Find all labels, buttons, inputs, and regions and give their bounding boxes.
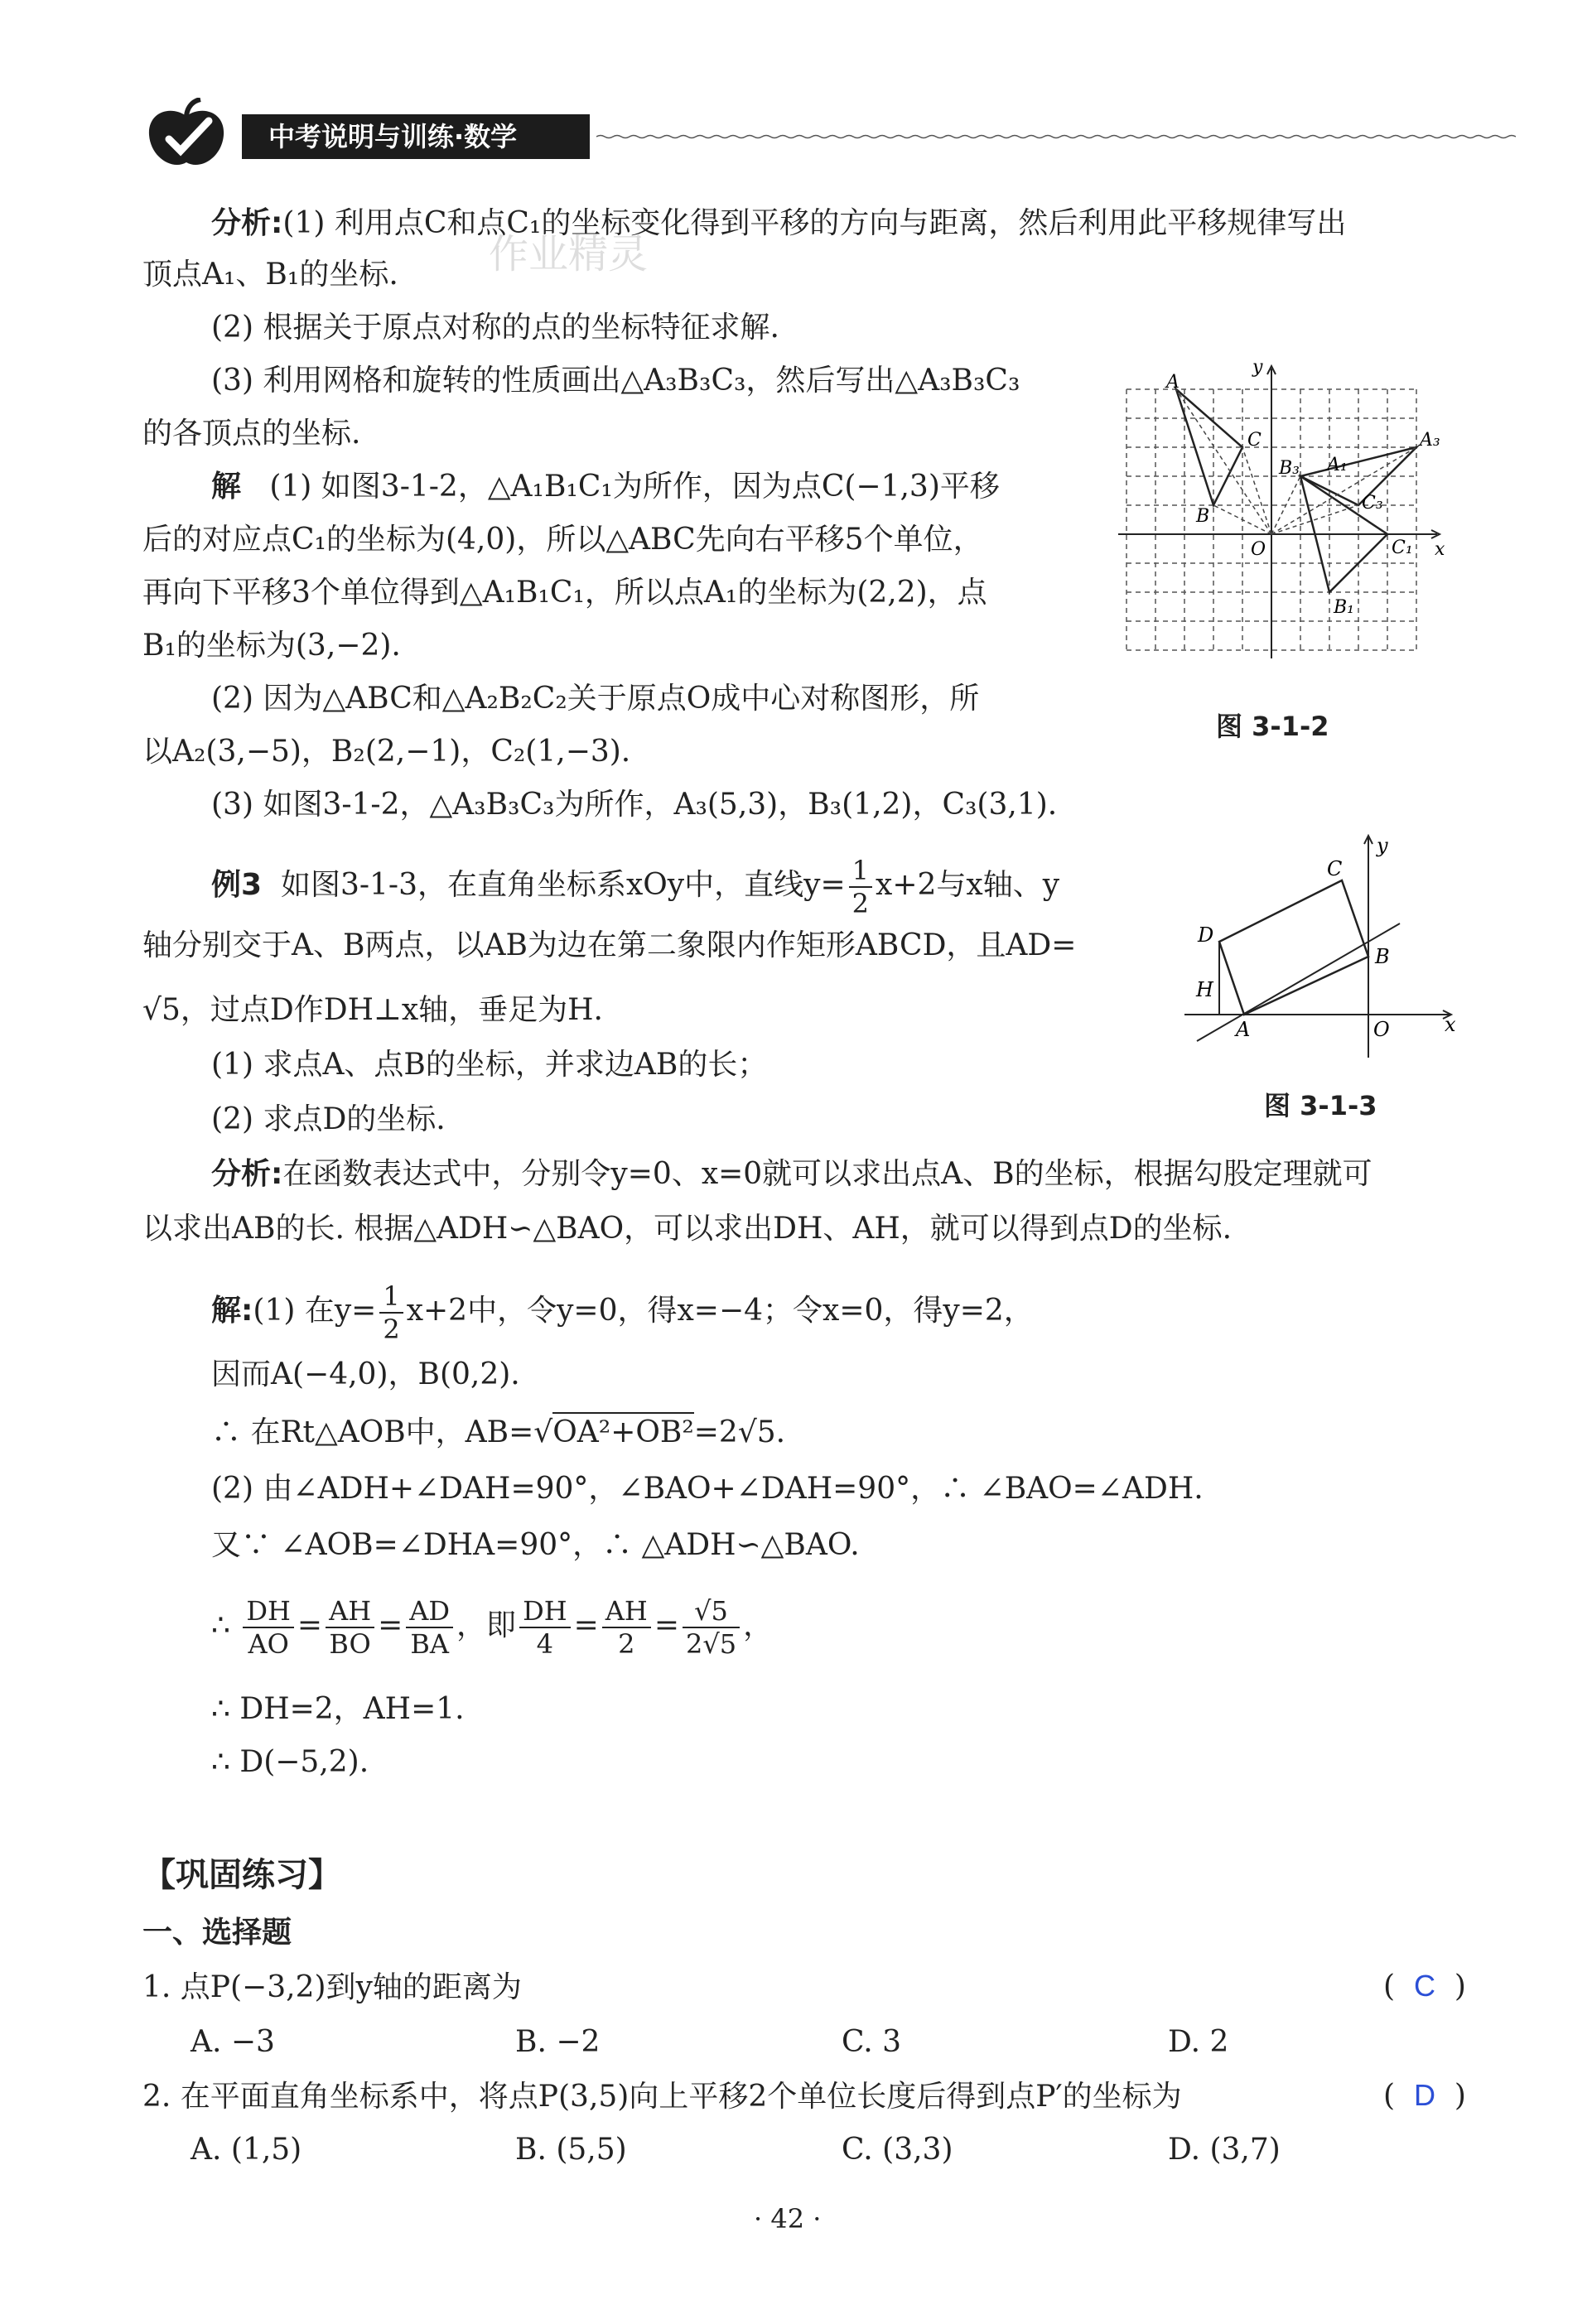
example3-q2: (2) 求点D的坐标. — [211, 1102, 446, 1136]
figure2-caption: 图 3-1-3 — [1264, 1090, 1377, 1121]
question2-answer-box: ( D ) — [1383, 2078, 1466, 2113]
label-C3: C₃ — [1362, 493, 1383, 513]
practice-title: 【巩固练习】 — [142, 1856, 341, 1894]
header-rule — [596, 134, 1516, 139]
solution1-label: 解 — [211, 470, 242, 504]
label-y: y — [1252, 357, 1263, 378]
q2-option-c: C. (3,3) — [842, 2133, 953, 2167]
solution2-fraction: $\frac{1}{2}$ — [379, 1280, 403, 1345]
q2-option-d: D. (3,7) — [1168, 2133, 1281, 2167]
example3-line1 — [211, 855, 1059, 919]
solution2-line8: ∴ D(−5,2). — [211, 1745, 369, 1779]
frac-ad-ba: $\frac{AD}{BA}$ — [406, 1595, 453, 1660]
analysis2-label: 分析: — [211, 1157, 283, 1191]
figure-3-1-2 — [1110, 356, 1458, 679]
solution2-line5: 又∵ ∠AOB=∠DHA=90°，∴ △ADH∽△BAO. — [211, 1528, 860, 1562]
analysis2-text1: 在函数表达式中，分别令y=0、x=0就可以求出点A、B的坐标，根据勾股定理就可 — [282, 1157, 1372, 1191]
example3-q1: (1) 求点A、点B的坐标，并求边AB的长； — [211, 1048, 768, 1082]
analysis1-text1: (1) 利用点C和点C₁的坐标变化得到平移的方向与距离，然后利用此平移规律写出 — [282, 206, 1347, 240]
label-D: D — [1198, 923, 1214, 947]
apple-logo-icon — [141, 98, 232, 172]
label-C1: C₁ — [1392, 538, 1413, 558]
q2-option-a: A. (1,5) — [191, 2133, 302, 2167]
label-x: x — [1445, 1013, 1456, 1036]
solution2-line6: ∴ $\frac{DH}{AO}$ = $\frac{AH}{BO}$ = $\frac{AD}{BA}$ ，即 $\frac{DH}{4}$ = $\frac{AH}{2}$ = $\frac{√5}{2√5}$ ， — [211, 1595, 774, 1660]
example3-text1b: x+2与x轴、y — [876, 868, 1060, 902]
triangles — [1176, 389, 1416, 592]
solution2-line3: ∴ 在Rt△AOB中，AB=√OA²+OB²=2√5. — [211, 1413, 785, 1453]
frac-dh-4: $\frac{DH}{4}$ — [519, 1595, 571, 1660]
example3-line3: √5，过点D作DH⊥x轴，垂足为H. — [142, 993, 603, 1027]
figure-3-1-3 — [1184, 832, 1466, 1064]
solution1-line2: 后的对应点C₁的坐标为(4,0)，所以△ABC先向右平移5个单位， — [142, 523, 983, 557]
label-B: B — [1196, 506, 1210, 527]
q1-option-c: C. 3 — [842, 2025, 902, 2059]
example3-fraction: $\frac{1}{2}$ — [849, 855, 872, 919]
q1-option-a: A. −3 — [191, 2025, 275, 2059]
frac-ah-bo: $\frac{AH}{BO}$ — [326, 1595, 374, 1660]
label-x: x — [1435, 539, 1445, 560]
solution1-text1: (1) 如图3-1-2，△A₁B₁C₁为所作，因为点C(−1,3)平移 — [269, 470, 1000, 504]
label-C: C — [1247, 430, 1262, 451]
line-y-half-x-plus-2 — [1197, 923, 1400, 1041]
page-number: · 42 · — [754, 2203, 822, 2235]
solution2-line1 — [211, 1280, 1034, 1345]
analysis1-line3: (2) 根据关于原点对称的点的坐标特征求解. — [211, 311, 779, 345]
analysis1-label: 分析: — [211, 206, 283, 240]
label-C: C — [1327, 857, 1343, 880]
solution1-line3: 再向下平移3个单位得到△A₁B₁C₁，所以点A₁的坐标为(2,2)，点 — [142, 576, 987, 610]
analysis2-line1 — [211, 1155, 1372, 1194]
analysis2-line2: 以求出AB的长. 根据△ADH∽△BAO，可以求出DH、AH，就可以得到点D的坐标. — [142, 1212, 1233, 1246]
label-O: O — [1251, 539, 1266, 560]
sqrt-expression: OA²+OB² — [552, 1412, 694, 1449]
frac-ah-2: $\frac{AH}{2}$ — [602, 1595, 651, 1660]
question1-answer: C — [1413, 1969, 1435, 2003]
q1-option-b: B. −2 — [515, 2025, 601, 2059]
label-A3: A₃ — [1420, 430, 1440, 451]
label-O: O — [1373, 1018, 1390, 1041]
solution2-text1a: (1) 在y= — [253, 1294, 377, 1328]
solution2-label: 解: — [211, 1294, 253, 1328]
analysis1-line5: 的各顶点的坐标. — [142, 417, 361, 451]
label-A: A — [1166, 372, 1180, 393]
example3-text1a: 如图3-1-3，在直角坐标系xOy中，直线y= — [280, 868, 846, 902]
label-B1: B₁ — [1334, 597, 1354, 618]
solution2-line4: (2) 由∠ADH+∠DAH=90°，∠BAO+∠DAH=90°，∴ ∠BAO=∠ADH. — [211, 1472, 1204, 1506]
label-B3: B₃ — [1279, 458, 1300, 479]
solution1-line5: (2) 因为△ABC和△A₂B₂C₂关于原点O成中心对称图形，所 — [211, 682, 980, 716]
example3-line2: 轴分别交于A、B两点，以AB为边在第二象限内作矩形ABCD，且AD= — [142, 928, 1077, 962]
question2-answer: D — [1413, 2078, 1435, 2112]
example3-label: 例3 — [211, 868, 263, 902]
solution2-text1b: x+2中，令y=0，得x=−4；令x=0，得y=2， — [406, 1294, 1034, 1328]
frac-dh-ao: $\frac{DH}{AO}$ — [243, 1595, 294, 1660]
solution1-line4: B₁的坐标为(3,−2). — [142, 629, 401, 663]
practice-section: 一、选择题 — [142, 1916, 292, 1950]
label-H: H — [1196, 978, 1213, 1001]
label-A1: A₁ — [1327, 455, 1348, 475]
solution1-line1 — [211, 467, 1000, 507]
q2-option-b: B. (5,5) — [515, 2133, 627, 2167]
question1-stem: 1. 点P(−3,2)到y轴的距离为 — [142, 1970, 522, 2004]
q1-option-d: D. 2 — [1168, 2025, 1229, 2059]
question2-stem: 2. 在平面直角坐标系中，将点P(3,5)向上平移2个单位长度后得到点P′的坐标为 — [142, 2080, 1182, 2114]
question1-answer-box: ( C ) — [1383, 1969, 1466, 2003]
rectangle-abcd — [1219, 880, 1368, 1015]
solution2-line2: 因而A(−4,0)，B(0,2). — [211, 1357, 520, 1391]
frac-root5: $\frac{√5}{2√5}$ — [683, 1595, 740, 1660]
watermark: 作业精灵 — [489, 231, 649, 277]
analysis1-line2: 顶点A₁、B₁的坐标. — [142, 258, 398, 292]
label-y: y — [1377, 834, 1388, 857]
axes — [1118, 366, 1440, 658]
label-A: A — [1236, 1018, 1251, 1041]
figure1-caption: 图 3-1-2 — [1216, 711, 1329, 742]
solution1-line6: 以A₂(3,−5)，B₂(2,−1)，C₂(1,−3). — [142, 735, 631, 769]
analysis1-line4: (3) 利用网格和旋转的性质画出△A₃B₃C₃，然后写出△A₃B₃C₃ — [211, 364, 1020, 398]
solution2-line7: ∴ DH=2，AH=1. — [211, 1692, 465, 1726]
header-title: 中考说明与训练·数学 — [242, 114, 590, 159]
solution1-line7: (3) 如图3-1-2，△A₃B₃C₃为所作，A₃(5,3)，B₃(1,2)，C₃(3,1). — [211, 788, 1058, 822]
label-B: B — [1375, 945, 1390, 968]
analysis1-line1 — [211, 204, 1346, 243]
